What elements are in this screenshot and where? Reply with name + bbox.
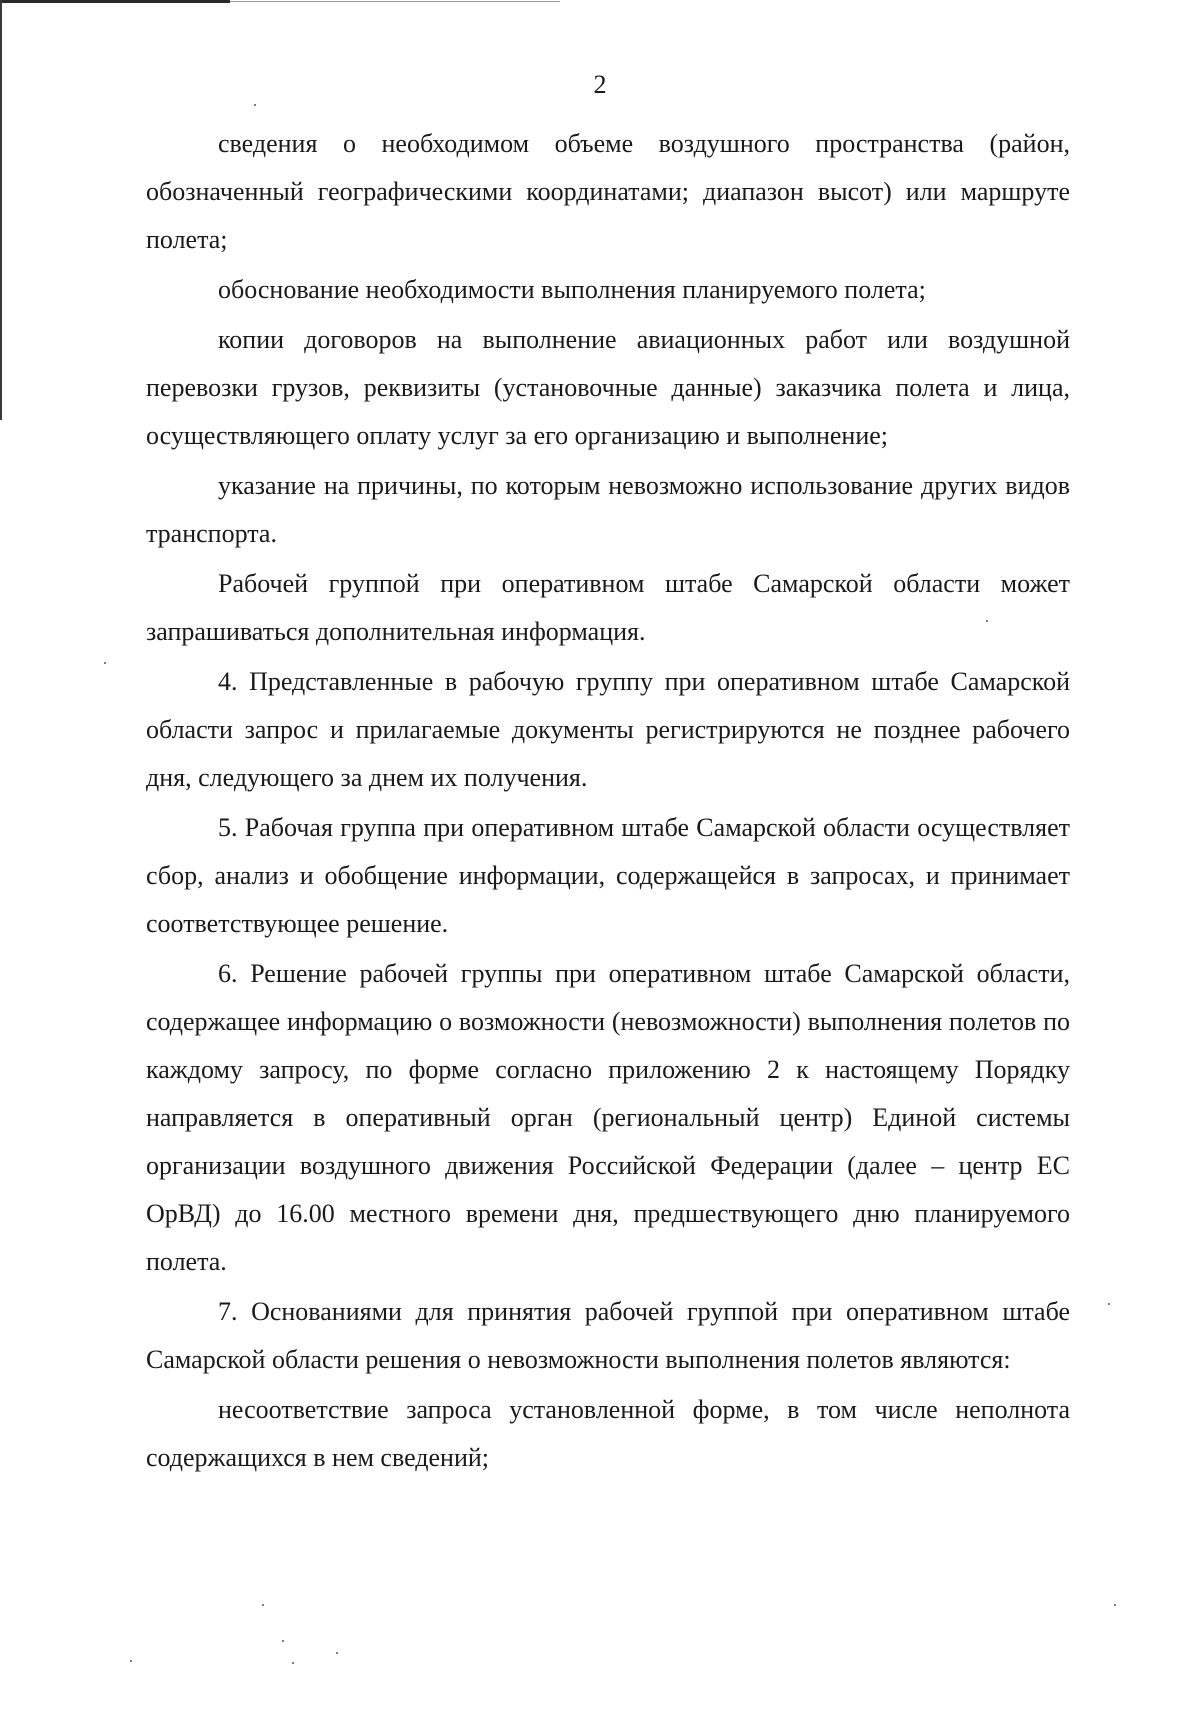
- scan-speck: [292, 1662, 294, 1664]
- page-number: 2: [593, 70, 607, 99]
- paragraph-item-5: 5. Рабочая группа при оперативном штабе Самарской области осуществляет сбор, анализ и обобщение информации, содержащейся в запросах, и принимает соответствующее решение.: [146, 813, 1070, 938]
- paragraph-item-6: 6. Решение рабочей группы при оперативном штабе Самарской области, содержащее информацию о возможности (невозможности) выполнения полетов по каждому запросу, по форме согласно приложению 2 к настоящему Порядку направляется в оперативный орган (региональный центр) Единой системы организации воздушного движения Российской Федерации (далее – центр ЕС ОрВД) до 16.00 местного времени дня, предшествующего дню планируемого полета.: [146, 959, 1070, 1276]
- paragraph-contracts: копии договоров на выполнение авиационных работ или воздушной перевозки грузов, реквизиты (установочные данные) заказчика полета и лица, осуществляющего оплату услуг за его организацию и выполнение;: [146, 325, 1070, 450]
- scan-speck: [282, 1640, 284, 1642]
- scan-edge-left: [0, 0, 2, 420]
- scan-speck: [130, 1660, 132, 1662]
- paragraph-reasons: указание на причины, по которым невозможно использование других видов транспорта.: [146, 471, 1070, 548]
- scan-speck: [262, 1604, 264, 1606]
- paragraph-item-7: 7. Основаниями для принятия рабочей группой при оперативном штабе Самарской области решения о невозможности выполнения полетов являются:: [146, 1297, 1070, 1374]
- paragraph-item-4: 4. Представленные в рабочую группу при оперативном штабе Самарской области запрос и прилагаемые документы регистрируются не позднее рабочего дня, следующего за днем их получения.: [146, 667, 1070, 792]
- paragraph-justification: обоснование необходимости выполнения планируемого полета;: [218, 275, 926, 304]
- scan-speck: [986, 620, 988, 622]
- scan-edge-top-faint: [230, 1, 560, 2]
- paragraph-nonconformity: несоответствие запроса установленной форме, в том числе неполнота содержащихся в нем сведений;: [146, 1395, 1070, 1472]
- document-body: [146, 120, 1070, 1484]
- scan-speck: [336, 1652, 338, 1654]
- scan-speck: [104, 662, 106, 664]
- scan-speck: [1114, 1604, 1116, 1606]
- paragraph-airspace-info: сведения о необходимом объеме воздушного пространства (район, обозначенный географическими координатами; диапазон высот) или маршруте полета;: [146, 129, 1070, 254]
- scan-speck: [254, 104, 256, 106]
- paragraph-additional-info: Рабочей группой при оперативном штабе Самарской области может запрашиваться дополнительная информация.: [146, 569, 1070, 646]
- scan-edge-top: [0, 0, 230, 3]
- scan-speck: [1108, 1303, 1110, 1305]
